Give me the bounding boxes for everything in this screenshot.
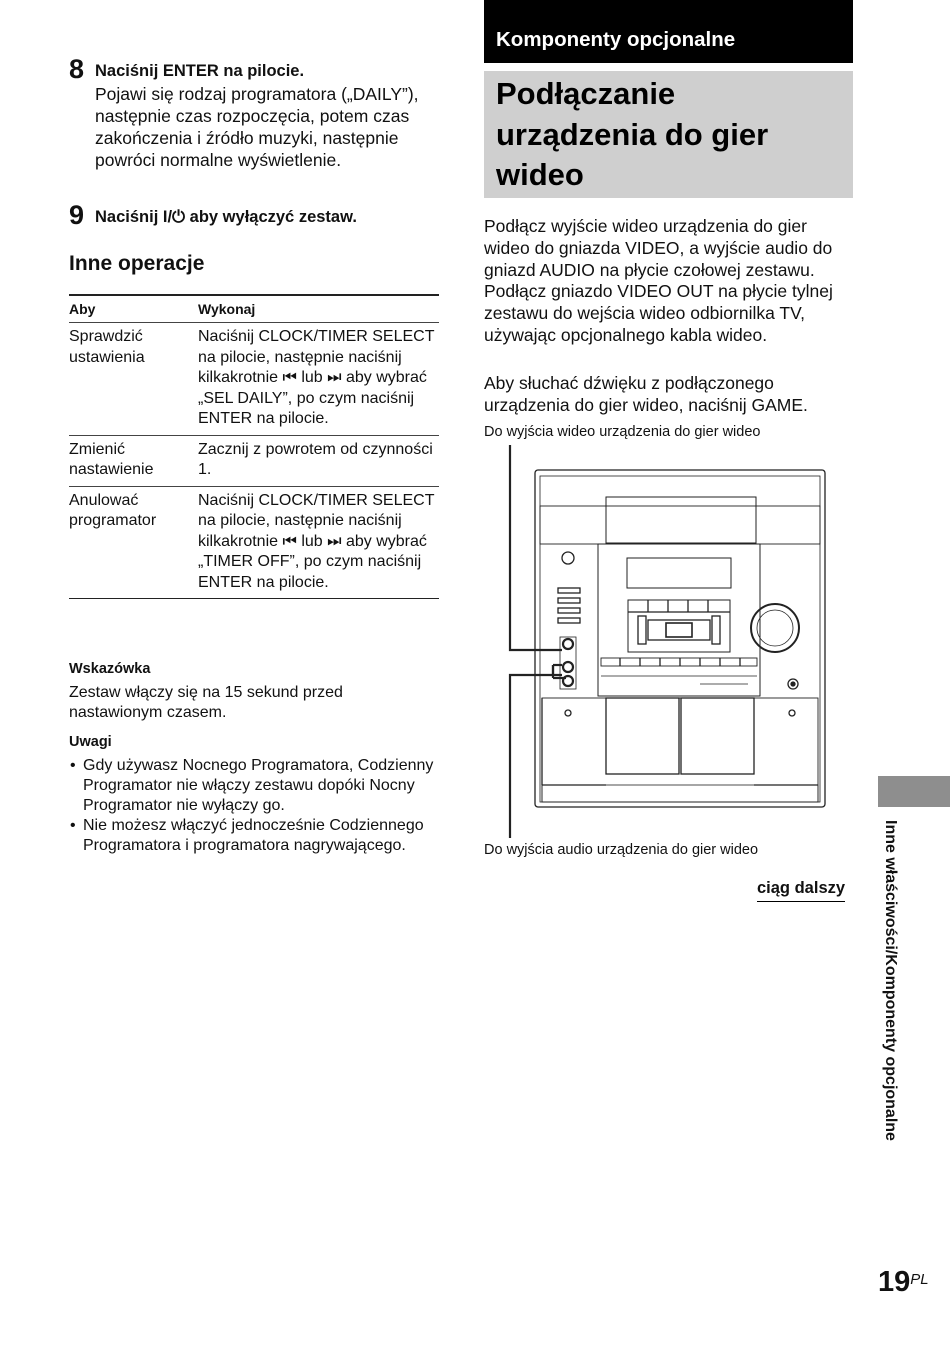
side-tab (879, 820, 905, 1190)
power-button (562, 552, 574, 564)
display-window (627, 558, 731, 588)
column-header: Wykonaj (198, 301, 256, 317)
notes-list (69, 756, 439, 856)
table-cell: Sprawdzić ustawienia (69, 328, 145, 366)
list-item: • Gdy używasz Nocnego Programatora, Codzienny Programator nie włączy zestawu dopóki Nocny Programator nie wyłączy go. (69, 756, 439, 816)
section-title: Inne operacje (69, 252, 205, 275)
category-label: Komponenty opcjonalne (496, 28, 736, 51)
figure-caption-bottom: Do wyjścia audio urządzenia do gier wideo (484, 842, 759, 858)
volume-knob (751, 604, 799, 652)
continued-label: ciąg dalszy (757, 879, 845, 902)
cabinet-outline (535, 470, 825, 807)
step-number: 9 (69, 200, 85, 230)
table-row (69, 323, 439, 436)
figure-caption-top: Do wyjścia wideo urządzenia do gier wideo (484, 424, 761, 440)
list-item: • Nie możesz włączyć jednocześnie Codziennego Programatora i programatora nagrywającego. (69, 816, 439, 856)
operations-table (69, 294, 439, 599)
table-cell: Zacznij z powrotem od czynności 1. (198, 440, 433, 478)
table-cell: Naciśnij CLOCK/TIMER SELECT na pilocie, następnie naciśnij kilkakrotnie ⏮ lub ⏭ aby wybrać „TIMER OFF”, po czym naciśnij ENTER na pilocie. (198, 491, 435, 591)
paragraph: Podłącz wyjście wideo urządzenia do gier wideo do gniazda VIDEO, a wyjście audio do gniazd AUDIO na płycie czołowej zestawu. Podłącz gniazdo VIDEO OUT na płycie tylnej zestawu do wejścia wideo odbiornilka TV, używając opcjonalnego kabla wideo. (484, 216, 833, 345)
step-number: 8 (69, 54, 85, 84)
title-banner (484, 71, 853, 198)
table-row (69, 436, 439, 487)
section-tab-marker (878, 776, 950, 807)
video-jack (563, 639, 573, 649)
tip-text: Zestaw włączy się na 15 sekund przed nastawionym czasem. (69, 684, 343, 721)
column-header: Aby (69, 301, 96, 317)
table-cell: Anulować programator (69, 491, 157, 529)
step-heading: Naciśnij ENTER na pilocie. (95, 62, 305, 80)
tip-title: Wskazówka (69, 661, 151, 677)
side-tab-label: Inne właściwości/Komponenty opcjonalne (882, 820, 899, 1141)
step-heading: Naciśnij I/⏻ aby wyłączyć zestaw. (95, 208, 357, 226)
stereo-system-illustration (470, 440, 830, 840)
category-header (484, 0, 853, 63)
paragraph: Aby słuchać dźwięku z podłączonego urządzenia do gier wideo, naciśnij GAME. (484, 373, 808, 415)
table-header (69, 296, 439, 323)
audio-jack-l (563, 662, 573, 672)
table-row (69, 487, 439, 599)
page-number-suffix: PL (910, 1271, 929, 1288)
table-cell: Zmienić nastawienie (69, 440, 154, 478)
page-number (878, 1266, 929, 1299)
audio-cable-line (510, 675, 562, 838)
table-cell: Naciśnij CLOCK/TIMER SELECT na pilocie, następnie naciśnij kilkakrotnie ⏮ lub ⏭ aby wybrać „SEL DAILY”, po czym naciśnij ENTER na pilocie. (198, 328, 435, 427)
page-number-value: 19 (878, 1266, 911, 1298)
audio-jack-r (563, 676, 573, 686)
page-title: Podłączanie urządzenia do gier wideo (496, 76, 769, 192)
step-body: Pojawi się rodzaj programatora („DAILY”), następnie czas rozpoczęcia, potem czas zakończenia i źródło muzyki, następnie powróci normalne wyświetlenie. (95, 84, 419, 170)
notes-title: Uwagi (69, 734, 112, 750)
